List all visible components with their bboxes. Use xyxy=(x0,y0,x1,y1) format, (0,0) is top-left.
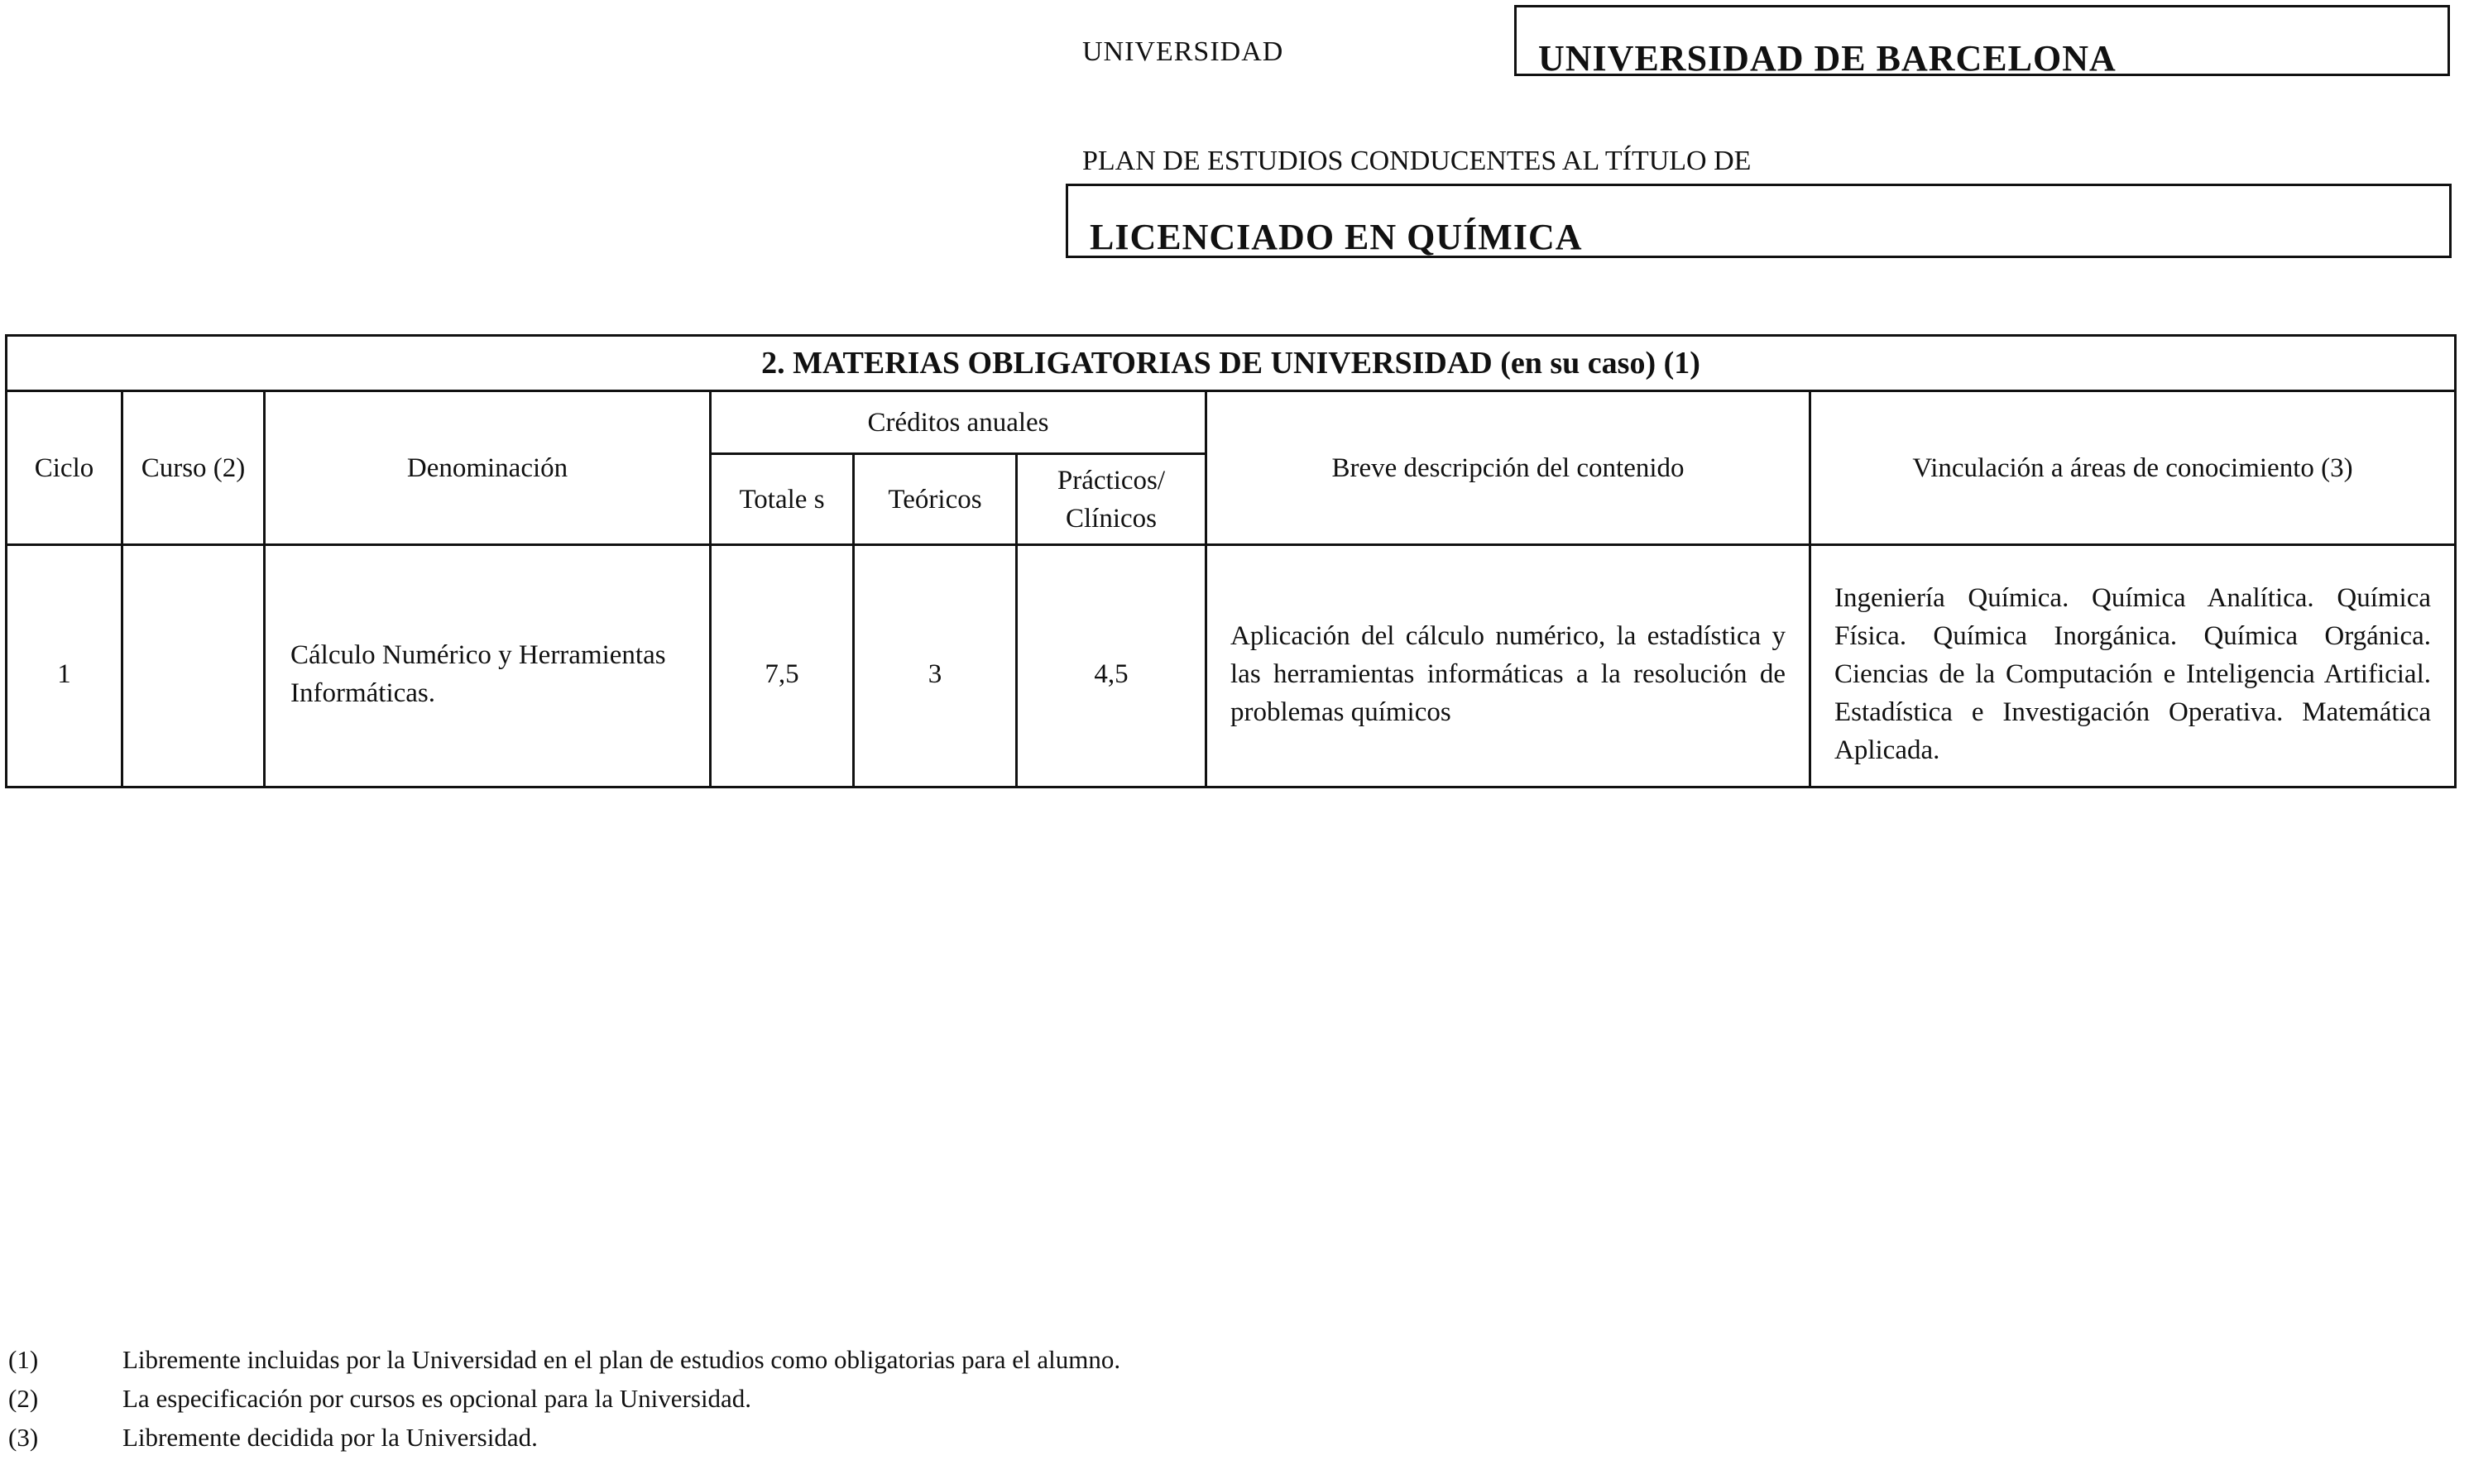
cell-totales: 7,5 xyxy=(711,545,854,787)
col-denominacion: Denominación xyxy=(265,391,711,545)
cell-curso xyxy=(122,545,265,787)
footnotes xyxy=(8,1340,1120,1457)
table-row xyxy=(7,545,2456,787)
footnote-number: (2) xyxy=(8,1384,39,1413)
cell-vinculacion: Ingeniería Química. Química Analítica. Química Física. Química Inorgánica. Química Orgánica. Ciencias de la Computación e Inteligencia Artificial. Estadística e Investigación Operativa. Matemática Aplicada. xyxy=(1810,545,2456,787)
footnote-text: Libremente incluidas por la Universidad en el plan de estudios como obligatorias para el alumno. xyxy=(122,1345,1121,1374)
titulo-value: LICENCIADO EN QUÍMICA xyxy=(1090,217,1583,257)
footnote-text: Libremente decidida por la Universidad. xyxy=(122,1423,538,1452)
footnote-number: (1) xyxy=(8,1345,39,1374)
footnote-2 xyxy=(8,1379,1120,1418)
footnote-number: (3) xyxy=(8,1423,39,1452)
plan-label: PLAN DE ESTUDIOS CONDUCENTES AL TÍTULO DE xyxy=(1082,146,1752,176)
cell-descripcion: Aplicación del cálculo numérico, la estadística y las herramientas informáticas a la resolución de problemas químicos xyxy=(1206,545,1810,787)
footnote-3 xyxy=(8,1418,1120,1457)
col-practicos: Prácticos/ Clínicos xyxy=(1017,454,1206,545)
footnote-1 xyxy=(8,1340,1120,1379)
col-creditos: Créditos anuales xyxy=(711,391,1206,454)
materias-table xyxy=(5,334,2457,788)
cell-teoricos: 3 xyxy=(854,545,1017,787)
universidad-box xyxy=(1514,5,2450,79)
cell-ciclo: 1 xyxy=(7,545,122,787)
section-title: 2. MATERIAS OBLIGATORIAS DE UNIVERSIDAD (en su caso) (1) xyxy=(7,336,2456,391)
cell-denominacion: Cálculo Numérico y Herramientas Informáticas. xyxy=(265,545,711,787)
cell-practicos: 4,5 xyxy=(1017,545,1206,787)
col-ciclo: Ciclo xyxy=(7,391,122,545)
col-vinculacion: Vinculación a áreas de conocimiento (3) xyxy=(1810,391,2456,545)
titulo-box xyxy=(1066,184,2452,258)
universidad-value: UNIVERSIDAD DE BARCELONA xyxy=(1538,38,2117,79)
col-curso: Curso (2) xyxy=(122,391,265,545)
col-descripcion: Breve descripción del contenido xyxy=(1206,391,1810,545)
footnote-text: La especificación por cursos es opcional para la Universidad. xyxy=(122,1384,752,1413)
universidad-label: UNIVERSIDAD xyxy=(1082,36,1284,67)
col-teoricos: Teóricos xyxy=(854,454,1017,545)
col-totales: Totale s xyxy=(711,454,854,545)
